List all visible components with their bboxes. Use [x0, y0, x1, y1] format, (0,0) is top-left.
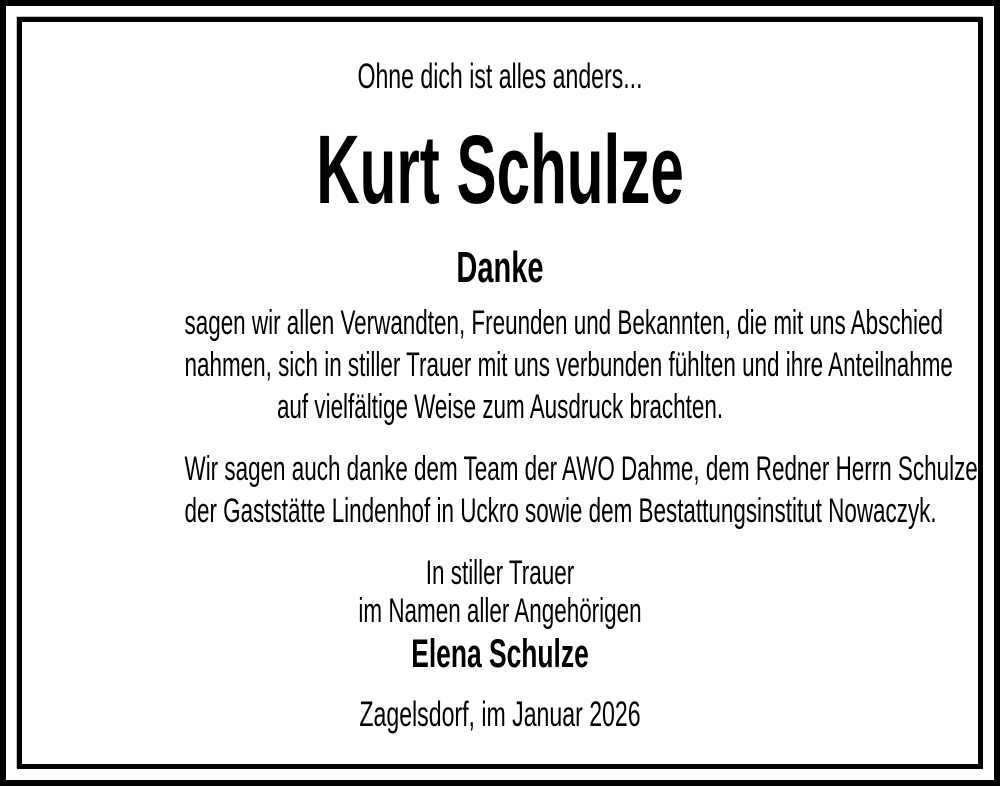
acknowledgement-line: der Gaststätte Lindenhof in Uckro sowie dem Bestattungsinstitut Nowaczyk.	[184, 492, 937, 530]
thanks-heading: Danke	[456, 243, 544, 292]
place-and-date: Zagelsdorf, im Januar 2026	[359, 695, 641, 734]
deceased-name: Kurt Schulze	[316, 115, 684, 224]
mourner-name: Elena Schulze	[411, 632, 589, 676]
acknowledgement-paragraph	[22, 448, 985, 532]
closing-line-im-namen: im Namen aller Angehörigen	[358, 592, 642, 630]
thanks-paragraph-line: auf vielfältige Weise zum Ausdruck brachten.	[276, 388, 724, 426]
intro-epigraph: Ohne dich ist alles anders...	[357, 57, 643, 96]
thanks-paragraph	[22, 302, 978, 428]
thanks-paragraph-line: nahmen, sich in stiller Trauer mit uns verbunden fühlten und ihre Anteilnahme	[184, 346, 953, 384]
acknowledgement-line: Wir sagen auch danke dem Team der AWO Dahme, dem Redner Herrn Schulze,	[184, 450, 985, 488]
closing-line-in-stiller-trauer: In stiller Trauer	[425, 554, 575, 592]
thanks-paragraph-line: sagen wir allen Verwandten, Freunden und Bekannten, die mit uns Abschied	[184, 304, 943, 342]
notice-content	[22, 22, 985, 764]
